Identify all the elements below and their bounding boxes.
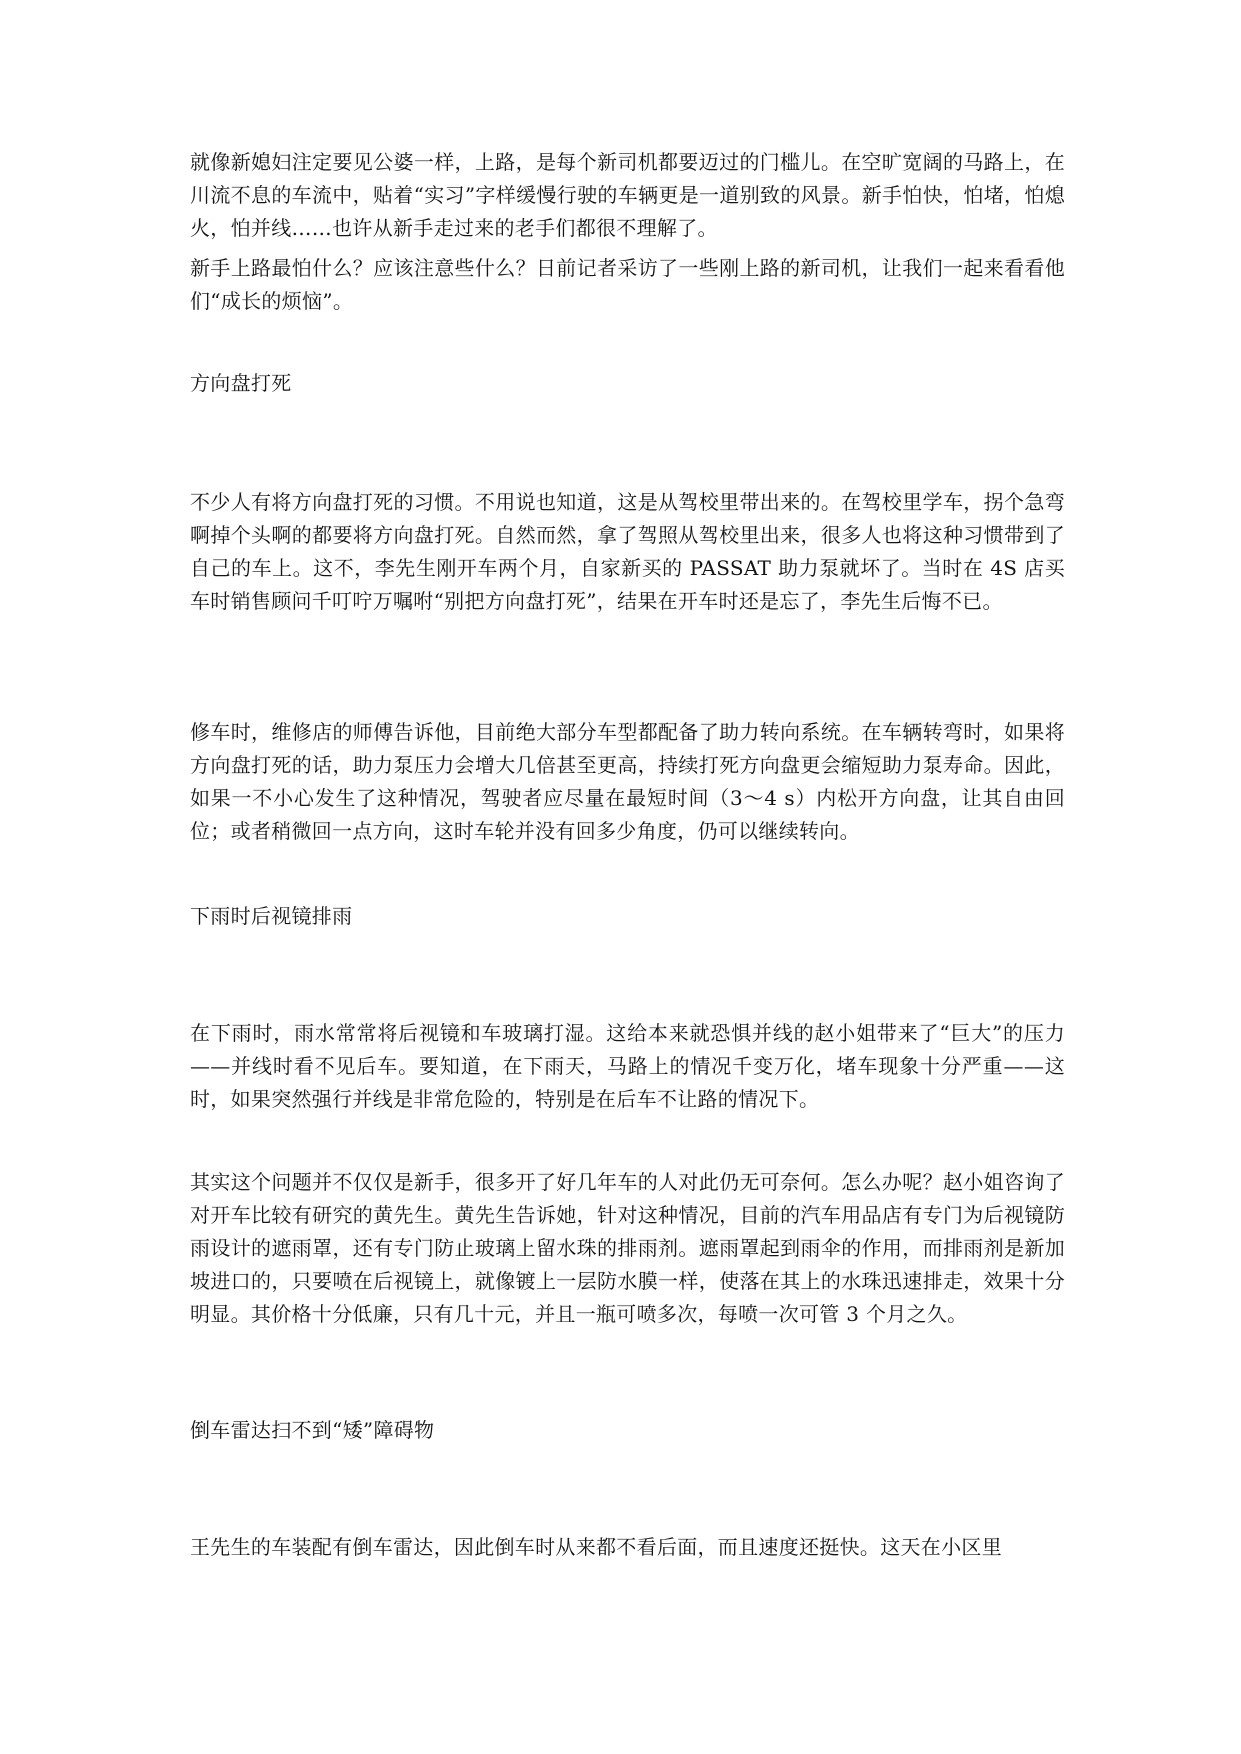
intro-paragraph: 就像新媳妇注定要见公婆一样，上路，是每个新司机都要迈过的门槛儿。在空旷宽阔的马路上，在川流不息的车流中，贴着“实习”字样缓慢行驶的车辆更是一道别致的风景。新手怕快，怕堵，怕熄火，怕并线……也许从新手走过来的老手们都很不理解了。 <box>190 150 1065 240</box>
steering-paragraph-2: 修车时，维修店的师傅告诉他，目前绝大部分车型都配备了助力转向系统。在车辆转弯时，如果将方向盘打死的话，助力泵压力会增大几倍甚至更高，持续打死方向盘更会缩短助力泵寿命。因此，如果一不小心发生了这种情况，驾驶者应尽量在最短时间（3～4 s）内松开方向盘，让其自由回位；或者稍微回一点方向，这时车轮并没有回多少角度，仍可以继续转向。 <box>190 720 1065 843</box>
section-heading-steering-wheel: 方向盘打死 <box>190 371 292 395</box>
radar-paragraph-1: 王先生的车装配有倒车雷达，因此倒车时从来都不看后面，而且速度还挺快。这天在小区里 <box>190 1535 1002 1559</box>
section-heading-reverse-radar: 倒车雷达扫不到“矮”障碍物 <box>190 1418 435 1442</box>
rain-paragraph-1: 在下雨时，雨水常常将后视镜和车玻璃打湿。这给本来就恐惧并线的赵小姐带来了“巨大”的压力——并线时看不见后车。要知道，在下雨天，马路上的情况千变万化，堵车现象十分严重——这时，如果突然强行并线是非常危险的，特别是在后车不让路的情况下。 <box>190 1021 1065 1111</box>
steering-paragraph-1: 不少人有将方向盘打死的习惯。不用说也知道，这是从驾校里带出来的。在驾校里学车，拐个急弯啊掉个头啊的都要将方向盘打死。自然而然，拿了驾照从驾校里出来，很多人也将这种习惯带到了自己的车上。这不，李先生刚开车两个月，自家新买的 PASSAT 助力泵就坏了。当时在 4S 店买车时销售顾问千叮咛万嘱咐“别把方向盘打死”，结果在开车时还是忘了，李先生后悔不已。 <box>190 490 1065 613</box>
question-paragraph: 新手上路最怕什么？应该注意些什么？日前记者采访了一些刚上路的新司机，让我们一起来看看他们“成长的烦恼”。 <box>190 256 1065 313</box>
section-heading-rain-mirror: 下雨时后视镜排雨 <box>190 904 353 928</box>
rain-paragraph-2: 其实这个问题并不仅仅是新手，很多开了好几年车的人对此仍无可奈何。怎么办呢？赵小姐咨询了对开车比较有研究的黄先生。黄先生告诉她，针对这种情况，目前的汽车用品店有专门为后视镜防雨设计的遮雨罩，还有专门防止玻璃上留水珠的排雨剂。遮雨罩起到雨伞的作用，而排雨剂是新加坡进口的，只要喷在后视镜上，就像镀上一层防水膜一样，使落在其上的水珠迅速排走，效果十分明显。其价格十分低廉，只有几十元，并且一瓶可喷多次，每喷一次可管 3 个月之久。 <box>190 1170 1065 1326</box>
